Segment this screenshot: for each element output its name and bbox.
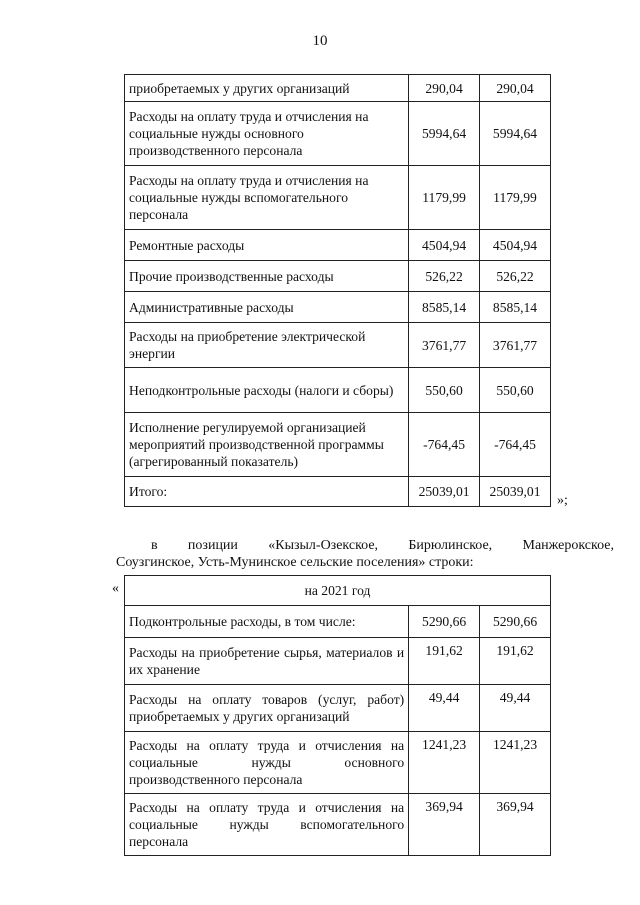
table-header-row [125, 576, 551, 606]
amendment-paragraph [116, 537, 614, 571]
table-row [125, 685, 551, 732]
table-row [125, 413, 551, 477]
row-value: 3761,77 [409, 323, 480, 368]
row-value: -764,45 [480, 413, 551, 477]
row-value: 25039,01 [480, 477, 551, 507]
row-value: 290,04 [409, 75, 480, 102]
table-row [125, 794, 551, 856]
row-label: Расходы на оплату труда и отчисления на социальные нужды основного производственного персонала [125, 102, 409, 166]
table-row-total [125, 477, 551, 507]
cost-table-2021 [124, 575, 551, 856]
row-value: 1179,99 [409, 166, 480, 230]
row-label: приобретаемых у других организаций [125, 75, 409, 102]
row-value: 369,94 [480, 794, 551, 856]
row-label: Расходы на оплату труда и отчисления на социальные нужды вспомогательного персонала [125, 794, 409, 856]
row-value: 526,22 [480, 261, 551, 292]
row-value: 1241,23 [480, 732, 551, 794]
closing-quote-mark: »; [557, 493, 568, 508]
year-header: на 2021 год [125, 576, 551, 606]
paragraph-line: Соузгинское, Усть-Мунинское сельские поселения» строки: [116, 555, 474, 570]
row-label: Административные расходы [125, 292, 409, 323]
row-label: Неподконтрольные расходы (налоги и сборы) [125, 368, 409, 413]
page-number: 10 [312, 33, 328, 49]
row-value: 8585,14 [480, 292, 551, 323]
row-label: Расходы на оплату труда и отчисления на социальные нужды вспомогательного персонала [125, 166, 409, 230]
row-value: 526,22 [409, 261, 480, 292]
row-value: 49,44 [409, 685, 480, 732]
row-value: 49,44 [480, 685, 551, 732]
row-label: Итого: [125, 477, 409, 507]
row-value: 5290,66 [409, 606, 480, 638]
row-value: 5994,64 [480, 102, 551, 166]
row-value: 191,62 [480, 638, 551, 685]
row-label: Подконтрольные расходы, в том числе: [125, 606, 409, 638]
cost-table-continued [124, 74, 551, 507]
row-value: 1179,99 [480, 166, 551, 230]
row-value: 290,04 [480, 75, 551, 102]
row-value: 369,94 [409, 794, 480, 856]
row-label: Расходы на оплату труда и отчисления на социальные нужды основного производственного персонала [125, 732, 409, 794]
table-row [125, 230, 551, 261]
row-label: Расходы на оплату товаров (услуг, работ) приобретаемых у других организаций [125, 685, 409, 732]
row-value: 3761,77 [480, 323, 551, 368]
table-row [125, 732, 551, 794]
row-label: Прочие производственные расходы [125, 261, 409, 292]
row-value: 550,60 [480, 368, 551, 413]
row-label: Исполнение регулируемой организацией мероприятий производственной программы (агрегированный показатель) [125, 413, 409, 477]
row-value: 5994,64 [409, 102, 480, 166]
table-row [125, 606, 551, 638]
table-row [125, 102, 551, 166]
row-value: 4504,94 [480, 230, 551, 261]
table-row [125, 292, 551, 323]
table-row [125, 261, 551, 292]
table-row [125, 638, 551, 685]
row-value: 191,62 [409, 638, 480, 685]
row-value: 550,60 [409, 368, 480, 413]
table-row [125, 323, 551, 368]
row-label: Расходы на приобретение электрической энергии [125, 323, 409, 368]
row-value: 4504,94 [409, 230, 480, 261]
table-row [125, 368, 551, 413]
paragraph-line: в позиции «Кызыл-Озекское, Бирюлинское, Манжерокское, [151, 538, 614, 553]
row-value: 5290,66 [480, 606, 551, 638]
row-value: 8585,14 [409, 292, 480, 323]
row-label: Расходы на приобретение сырья, материалов и их хранение [125, 638, 409, 685]
row-value: 1241,23 [409, 732, 480, 794]
opening-quote-mark: « [112, 581, 119, 596]
row-value: 25039,01 [409, 477, 480, 507]
table-row [125, 166, 551, 230]
row-label: Ремонтные расходы [125, 230, 409, 261]
row-value: -764,45 [409, 413, 480, 477]
table-row [125, 75, 551, 102]
